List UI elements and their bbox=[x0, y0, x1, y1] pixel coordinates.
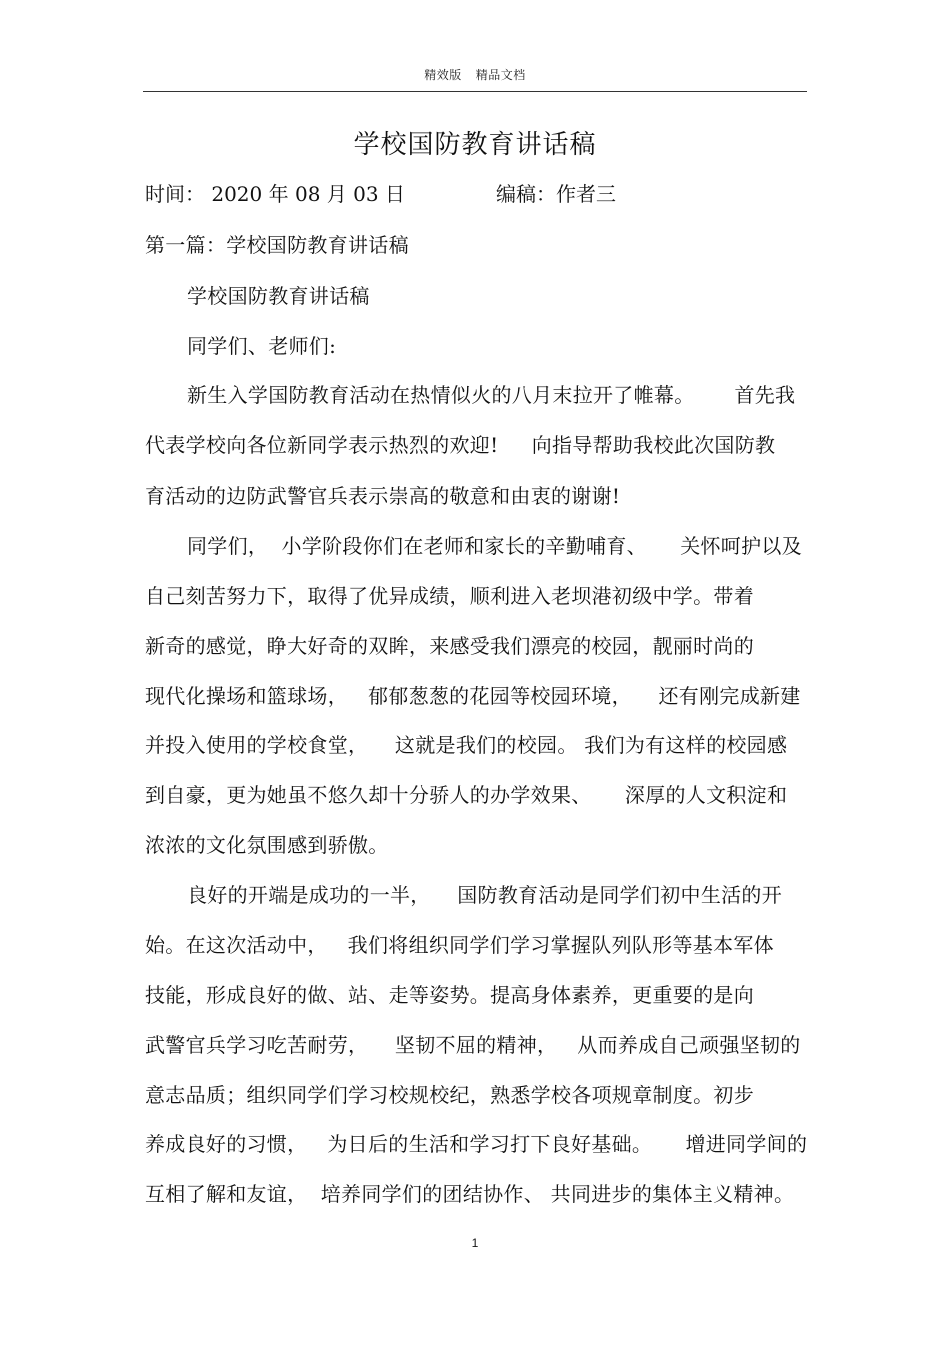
paragraph-line: 同学们， 小学阶段你们在老师和家长的辛勤哺育、 关怀呵护以及 bbox=[187, 534, 803, 558]
paragraph-line: 并投入使用的学校食堂， 这就是我们的校园。 我们为有这样的校园感 bbox=[145, 733, 788, 757]
paragraph-line: 育活动的边防武警官兵表示崇高的敬意和由衷的谢谢! bbox=[145, 484, 621, 508]
page-number: 1 bbox=[471, 1236, 479, 1250]
paragraph-line: 浓浓的文化氛围感到骄傲。 bbox=[145, 833, 389, 857]
paragraph-line: 武警官兵学习吃苦耐劳， 坚韧不屈的精神， 从而养成自己顽强坚韧的 bbox=[145, 1033, 801, 1057]
paragraph-line: 新奇的感觉，睁大好奇的双眸，来感受我们漂亮的校园，靓丽时尚的 bbox=[145, 634, 754, 658]
section-heading: 第一篇：学校国防教育讲话稿 bbox=[145, 233, 409, 257]
paragraph-line: 技能，形成良好的做、站、走等姿势。提高身体素养，更重要的是向 bbox=[145, 983, 754, 1007]
header-divider bbox=[143, 91, 807, 92]
document-title: 学校国防教育讲话稿 bbox=[353, 130, 597, 160]
paragraph-line: 养成良好的习惯， 为日后的生活和学习打下良好基础。 增进同学间的 bbox=[145, 1132, 808, 1156]
meta-editor: 编稿：作者三 bbox=[496, 182, 616, 206]
header-right-text: 精品文档 bbox=[475, 68, 526, 82]
paragraph-line: 良好的开端是成功的一半， 国防教育活动是同学们初中生活的开 bbox=[187, 883, 783, 907]
paragraph-line: 互相了解和友谊， 培养同学们的团结协作、 共同进步的集体主义精神。 bbox=[145, 1182, 795, 1206]
paragraph-line: 到自豪，更为她虽不悠久却十分骄人的办学效果、 深厚的人文积淀和 bbox=[145, 783, 788, 807]
paragraph-line: 学校国防教育讲话稿 bbox=[187, 284, 370, 308]
paragraph-line: 代表学校向各位新同学表示热烈的欢迎! 向指导帮助我校此次国防教 bbox=[145, 433, 776, 457]
paragraph-line: 始。在这次活动中， 我们将组织同学们学习掌握队列队形等基本军体 bbox=[145, 933, 774, 957]
paragraph-line: 意志品质；组织同学们学习校规校纪，熟悉学校各项规章制度。初步 bbox=[145, 1083, 754, 1107]
meta-time: 时间： 2020 年 08 月 03 日 bbox=[145, 182, 405, 206]
paragraph-line: 同学们、老师们: bbox=[187, 334, 337, 358]
paragraph-line: 自己刻苦努力下，取得了优异成绩，顺利进入老坝港初级中学。带着 bbox=[145, 584, 754, 608]
page-header bbox=[143, 66, 807, 83]
paragraph-line: 新生入学国防教育活动在热情似火的八月末拉开了帷幕。 首先我 bbox=[187, 383, 796, 407]
header-left-text: 精效版 bbox=[424, 68, 462, 82]
paragraph-line: 现代化操场和篮球场， 郁郁葱葱的花园等校园环境， 还有刚完成新建 bbox=[145, 684, 801, 708]
